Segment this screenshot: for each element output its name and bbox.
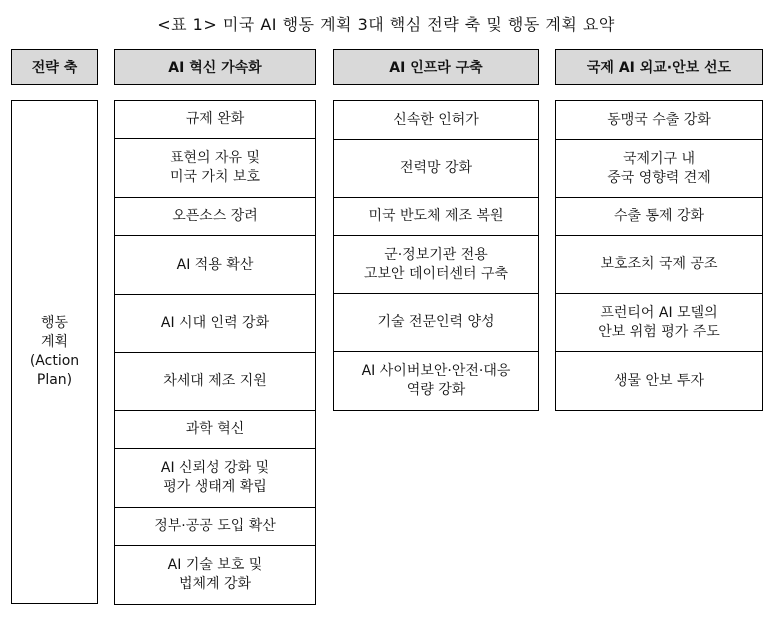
ai-innovation-item: AI 기술 보호 및 법체계 강화: [114, 545, 316, 605]
ai-diplomacy-item: 수출 통제 강화: [555, 197, 763, 236]
header-ai-diplomacy-security: 국제 AI 외교·안보 선도: [555, 49, 763, 85]
ai-innovation-item: AI 신뢰성 강화 및 평가 생태계 확립: [114, 448, 316, 508]
ai-innovation-item: 차세대 제조 지원: [114, 352, 316, 411]
ai-infrastructure-item: 기술 전문인력 양성: [333, 293, 539, 352]
ai-diplomacy-item: 생물 안보 투자: [555, 351, 763, 411]
ai-innovation-item: AI 시대 인력 강화: [114, 294, 316, 353]
header-strategy-axis: 전략 축: [11, 49, 98, 85]
ai-innovation-item: 오픈소스 장려: [114, 197, 316, 236]
header-ai-innovation: AI 혁신 가속화: [114, 49, 316, 85]
ai-infrastructure-item: AI 사이버보안·안전·대응 역량 강화: [333, 351, 539, 411]
ai-diplomacy-item: 프런티어 AI 모델의 안보 위험 평가 주도: [555, 293, 763, 352]
ai-innovation-item: 과학 혁신: [114, 410, 316, 449]
ai-innovation-item: 규제 완화: [114, 100, 316, 139]
ai-infrastructure-item: 신속한 인허가: [333, 100, 539, 140]
ai-innovation-item: 정부·공공 도입 확산: [114, 507, 316, 546]
ai-diplomacy-item: 동맹국 수출 강화: [555, 100, 763, 140]
ai-innovation-item: AI 적용 확산: [114, 235, 316, 295]
ai-diplomacy-item: 국제기구 내 중국 영향력 견제: [555, 139, 763, 198]
ai-infrastructure-item: 미국 반도체 제조 복원: [333, 197, 539, 236]
ai-infrastructure-item: 군·정보기관 전용 고보안 데이터센터 구축: [333, 235, 539, 294]
ai-diplomacy-item: 보호조치 국제 공조: [555, 235, 763, 294]
ai-infrastructure-item: 전력망 강화: [333, 139, 539, 198]
ai-innovation-item: 표현의 자유 및 미국 가치 보호: [114, 138, 316, 198]
header-ai-infrastructure: AI 인프라 구축: [333, 49, 539, 85]
row-label-action-plan: 행동 계획 (Action Plan): [11, 100, 98, 604]
table-caption: <표 1> 미국 AI 행동 계획 3대 핵심 전략 축 및 행동 계획 요약: [157, 15, 615, 34]
